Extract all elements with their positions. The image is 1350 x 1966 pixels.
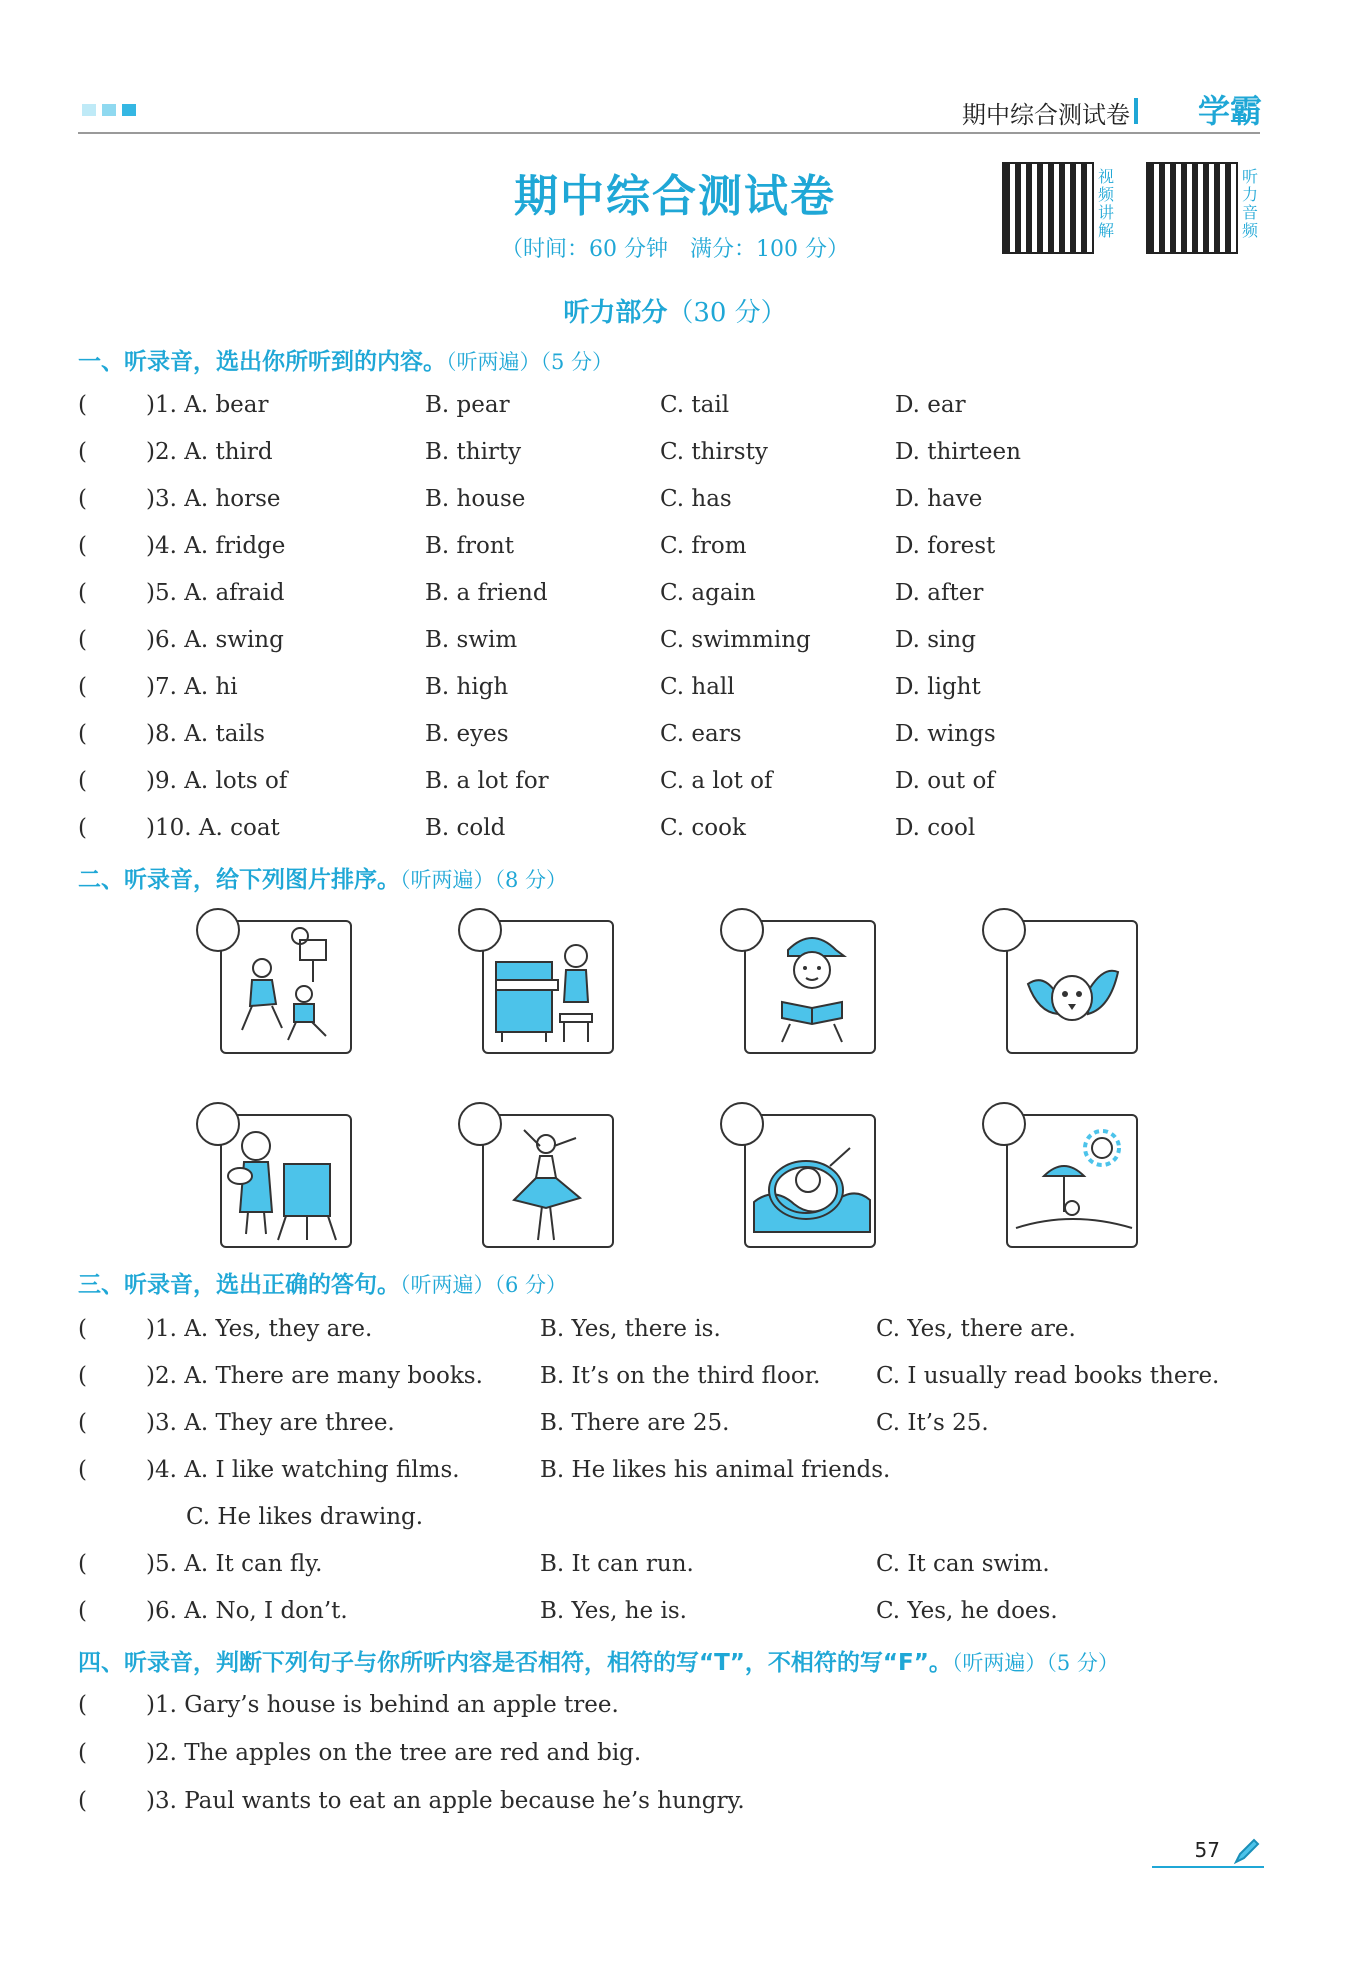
part2-note: （听两遍）（8 分） bbox=[400, 868, 568, 892]
option-a: )7. A. hi bbox=[146, 674, 238, 700]
part4-heading-text: 四、听录音，判断下列句子与你所听内容是否相符，相符的写“T”，不相符的写“F”。 bbox=[78, 1650, 952, 1676]
option-a: )6. A. swing bbox=[146, 627, 284, 653]
part4-heading bbox=[78, 1644, 1119, 1677]
answer-blank[interactable]: ( bbox=[78, 1692, 87, 1718]
qr-code-audio[interactable] bbox=[1146, 162, 1238, 254]
picture-reading-boy bbox=[744, 920, 876, 1054]
part2-heading bbox=[78, 861, 567, 894]
statement: )1. Gary’s house is behind an apple tree. bbox=[146, 1692, 619, 1718]
picture-basketball bbox=[220, 920, 352, 1054]
option-b: B. swim bbox=[425, 627, 518, 653]
pencil-icon bbox=[1232, 1836, 1262, 1870]
option-b: B. a lot for bbox=[425, 768, 549, 794]
option-a: )2. A. third bbox=[146, 439, 273, 465]
option-b: B. It’s on the third floor. bbox=[540, 1363, 821, 1389]
option-d: D. ear bbox=[895, 392, 966, 418]
part4-note: （听两遍）（5 分） bbox=[951, 1651, 1119, 1675]
header-rule bbox=[78, 132, 1260, 134]
listening-heading-text: 听力部分 bbox=[563, 298, 668, 328]
picture-swimming bbox=[744, 1114, 876, 1248]
picture-painting-girl bbox=[220, 1114, 352, 1248]
option-c: C. thirsty bbox=[660, 439, 768, 465]
statement: )3. Paul wants to eat an apple because he’s hungry. bbox=[146, 1788, 745, 1814]
picture-bird bbox=[1006, 920, 1138, 1054]
option-c: C. Yes, there are. bbox=[876, 1316, 1076, 1342]
qr-label-video: 视频讲解 bbox=[1098, 167, 1115, 240]
header-decoration bbox=[82, 104, 136, 116]
option-b: B. eyes bbox=[425, 721, 509, 747]
option-b: B. front bbox=[425, 533, 514, 559]
option-d: D. forest bbox=[895, 533, 996, 559]
statement: )2. The apples on the tree are red and big. bbox=[146, 1740, 642, 1766]
answer-blank[interactable]: ( bbox=[78, 1410, 87, 1436]
option-a: )4. A. fridge bbox=[146, 533, 286, 559]
option-c: C. from bbox=[660, 533, 747, 559]
answer-blank[interactable]: ( bbox=[78, 1598, 87, 1624]
answer-circle-4[interactable] bbox=[982, 908, 1026, 952]
answer-blank[interactable]: ( bbox=[78, 815, 87, 841]
part3-heading-text: 三、听录音，选出正确的答句。 bbox=[78, 1272, 400, 1298]
option-a: )5. A. afraid bbox=[146, 580, 285, 606]
option-c: C. ears bbox=[660, 721, 742, 747]
listening-heading bbox=[0, 292, 1350, 329]
answer-blank[interactable]: ( bbox=[78, 1551, 87, 1577]
option-c: C. a lot of bbox=[660, 768, 773, 794]
option-b: B. Yes, he is. bbox=[540, 1598, 687, 1624]
option-d: D. wings bbox=[895, 721, 996, 747]
page-title: 期中综合测试卷 bbox=[514, 171, 836, 222]
option-b: B. thirty bbox=[425, 439, 522, 465]
option-b: B. a friend bbox=[425, 580, 548, 606]
option-b: B. It can run. bbox=[540, 1551, 694, 1577]
part3-note: （听两遍）（6 分） bbox=[400, 1273, 568, 1297]
option-b: B. There are 25. bbox=[540, 1410, 730, 1436]
option-a: )6. A. No, I don’t. bbox=[146, 1598, 348, 1624]
answer-circle-7[interactable] bbox=[720, 1102, 764, 1146]
option-d: D. have bbox=[895, 486, 983, 512]
page-subtitle: （时间：60 分钟 满分：100 分） bbox=[501, 237, 849, 262]
answer-blank[interactable]: ( bbox=[78, 1457, 87, 1483]
option-b: B. house bbox=[425, 486, 526, 512]
option-b: B. cold bbox=[425, 815, 506, 841]
qr-label-audio: 听力音频 bbox=[1242, 167, 1259, 240]
option-a: )10. A. coat bbox=[146, 815, 280, 841]
answer-blank[interactable]: ( bbox=[78, 721, 87, 747]
option-b: B. pear bbox=[425, 392, 510, 418]
part1-heading bbox=[78, 343, 613, 376]
option-d: D. after bbox=[895, 580, 984, 606]
part2-heading-text: 二、听录音，给下列图片排序。 bbox=[78, 867, 400, 893]
picture-sunny-umbrella bbox=[1006, 1114, 1138, 1248]
answer-circle-3[interactable] bbox=[720, 908, 764, 952]
option-c: C. swimming bbox=[660, 627, 811, 653]
answer-circle-8[interactable] bbox=[982, 1102, 1026, 1146]
option-a: )8. A. tails bbox=[146, 721, 265, 747]
answer-blank[interactable]: ( bbox=[78, 439, 87, 465]
option-b: B. Yes, there is. bbox=[540, 1316, 721, 1342]
option-a: )1. A. bear bbox=[146, 392, 269, 418]
option-a: )9. A. lots of bbox=[146, 768, 288, 794]
option-d: D. thirteen bbox=[895, 439, 1021, 465]
option-c: C. hall bbox=[660, 674, 735, 700]
page-number: 57 bbox=[1194, 1838, 1220, 1862]
option-c: C. It can swim. bbox=[876, 1551, 1050, 1577]
option-a: )4. A. I like watching films. bbox=[146, 1457, 460, 1483]
answer-blank[interactable]: ( bbox=[78, 580, 87, 606]
part3-heading bbox=[78, 1266, 567, 1299]
option-c: C. He likes drawing. bbox=[186, 1504, 424, 1530]
header-section-title: 期中综合测试卷 bbox=[962, 101, 1130, 129]
answer-circle-2[interactable] bbox=[458, 908, 502, 952]
part1-heading-text: 一、听录音，选出你所听到的内容。 bbox=[78, 349, 446, 375]
answer-blank[interactable]: ( bbox=[78, 627, 87, 653]
answer-blank[interactable]: ( bbox=[78, 392, 87, 418]
answer-circle-5[interactable] bbox=[196, 1102, 240, 1146]
option-d: D. sing bbox=[895, 627, 976, 653]
option-a: )2. A. There are many books. bbox=[146, 1363, 483, 1389]
picture-dancing-girl bbox=[482, 1114, 614, 1248]
option-b: B. He likes his animal friends. bbox=[540, 1457, 891, 1483]
header-divider bbox=[1134, 98, 1138, 124]
answer-blank[interactable]: ( bbox=[78, 768, 87, 794]
answer-blank[interactable]: ( bbox=[78, 1740, 87, 1766]
brand-logo: 学霸 bbox=[1197, 92, 1262, 130]
answer-blank[interactable]: ( bbox=[78, 1363, 87, 1389]
answer-circle-6[interactable] bbox=[458, 1102, 502, 1146]
answer-blank[interactable]: ( bbox=[78, 486, 87, 512]
option-b: B. high bbox=[425, 674, 509, 700]
option-c: C. It’s 25. bbox=[876, 1410, 989, 1436]
option-d: D. out of bbox=[895, 768, 995, 794]
option-a: )5. A. It can fly. bbox=[146, 1551, 323, 1577]
option-d: D. light bbox=[895, 674, 981, 700]
option-c: C. I usually read books there. bbox=[876, 1363, 1220, 1389]
picture-piano bbox=[482, 920, 614, 1054]
answer-circle-1[interactable] bbox=[196, 908, 240, 952]
option-c: C. cook bbox=[660, 815, 746, 841]
qr-code-video[interactable] bbox=[1002, 162, 1094, 254]
option-d: D. cool bbox=[895, 815, 976, 841]
answer-blank[interactable]: ( bbox=[78, 533, 87, 559]
answer-blank[interactable]: ( bbox=[78, 674, 87, 700]
option-c: C. Yes, he does. bbox=[876, 1598, 1058, 1624]
option-c: C. again bbox=[660, 580, 756, 606]
option-a: )1. A. Yes, they are. bbox=[146, 1316, 373, 1342]
option-a: )3. A. They are three. bbox=[146, 1410, 395, 1436]
option-c: C. has bbox=[660, 486, 732, 512]
option-c: C. tail bbox=[660, 392, 730, 418]
answer-blank[interactable]: ( bbox=[78, 1316, 87, 1342]
option-a: )3. A. horse bbox=[146, 486, 281, 512]
listening-points: （30 分） bbox=[667, 298, 787, 328]
answer-blank[interactable]: ( bbox=[78, 1788, 87, 1814]
part1-note: （听两遍）（5 分） bbox=[446, 350, 614, 374]
